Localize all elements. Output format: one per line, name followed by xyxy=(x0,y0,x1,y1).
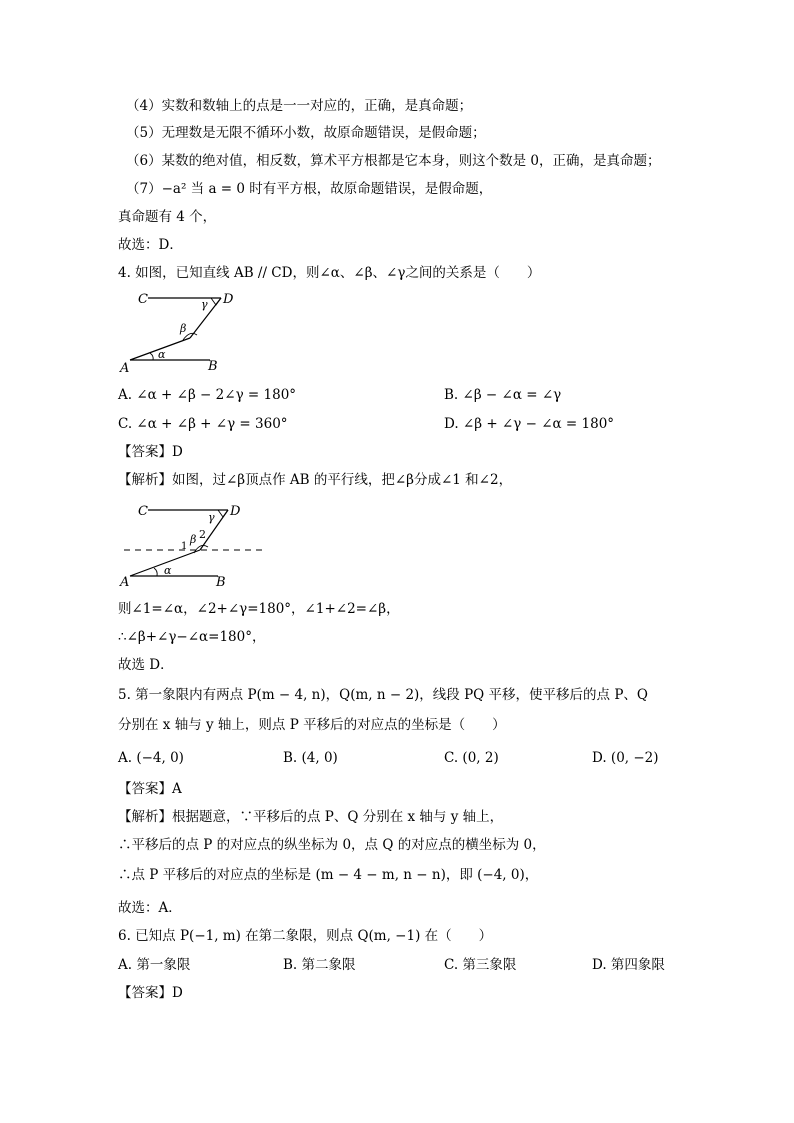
fig-label-beta: β xyxy=(180,322,187,335)
fig2-label-gamma: γ xyxy=(208,511,215,524)
fig-label-C: C xyxy=(138,292,148,307)
statement-7: （7）−a² 当 a = 0 时有平方根，故原命题错误，是假命题， xyxy=(126,181,493,197)
fig-label-A: A xyxy=(120,361,130,374)
fig2-label-alpha: α xyxy=(164,564,172,577)
q5-option-b: B. (4, 0) xyxy=(283,750,338,766)
fig2-label-two: 2 xyxy=(199,528,206,541)
q4-option-d: D. ∠β + ∠γ − ∠α = 180° xyxy=(444,416,615,432)
q5-option-d: D. (0, −2) xyxy=(592,750,659,766)
q6-option-a: A. 第一象限 xyxy=(118,957,191,973)
q5-option-a: A. (−4, 0) xyxy=(118,750,184,766)
true-count: 真命题有 4 个， xyxy=(118,209,217,225)
q4-stem: 4. 如图，已知直线 AB // CD，则∠α、∠β、∠γ之间的关系是（ ） xyxy=(118,265,541,281)
prev-choice: 故选：D． xyxy=(118,237,183,253)
fig2-label-C: C xyxy=(138,504,148,519)
q6-option-c: C. 第三象限 xyxy=(444,957,517,973)
q5-analysis-3: ∴点 P 平移后的对应点的坐标是 (m − 4 − m, n − n)，即 (−4, 0)， xyxy=(118,867,539,883)
q5-choice: 故选：A． xyxy=(118,900,182,916)
q5-stem-line-1: 5. 第一象限内有两点 P(m − 4, n)，Q(m, n − 2)，线段 PQ 平移，使平移后的点 P、Q xyxy=(118,687,648,703)
q5-option-c: C. (0, 2) xyxy=(444,750,499,766)
fig2-label-B: B xyxy=(216,575,226,588)
q4-choice: 故选 D． xyxy=(118,657,174,673)
fig-label-alpha: α xyxy=(158,348,166,361)
fig2-label-beta: β xyxy=(190,533,197,546)
q5-analysis-1: 【解析】根据题意，∵平移后的点 P、Q 分别在 x 轴与 y 轴上， xyxy=(118,809,504,825)
q4-option-c: C. ∠α + ∠β + ∠γ = 360° xyxy=(118,416,288,432)
q5-answer: 【答案】A xyxy=(118,781,182,797)
q4-analysis-figure xyxy=(118,500,268,588)
q4-analysis: 【解析】如图，过∠β顶点作 AB 的平行线，把∠β分成∠1 和∠2， xyxy=(118,472,513,488)
statement-6: （6）某数的绝对值，相反数，算术平方根都是它本身，则这个数是 0，正确，是真命题； xyxy=(126,153,661,169)
q6-option-d: D. 第四象限 xyxy=(592,957,665,973)
q4-option-a: A. ∠α + ∠β − 2∠γ = 180° xyxy=(118,387,297,403)
q5-stem-line-2: 分别在 x 轴与 y 轴上，则点 P 平移后的对应点的坐标是（ ） xyxy=(118,717,506,733)
statement-4: （4）实数和数轴上的点是一一对应的，正确，是真命题； xyxy=(126,98,473,114)
fig-label-B: B xyxy=(208,359,218,374)
fig2-label-A: A xyxy=(120,575,130,588)
q4-step-2: ∴∠β+∠γ−∠α=180°， xyxy=(118,629,266,645)
q4-answer: 【答案】D xyxy=(118,444,183,460)
fig2-label-one: 1 xyxy=(181,541,188,552)
q6-answer: 【答案】D xyxy=(118,985,183,1001)
statement-5: （5）无理数是无限不循环小数，故原命题错误，是假命题； xyxy=(126,125,486,141)
q6-option-b: B. 第二象限 xyxy=(283,957,356,973)
fig-label-gamma: γ xyxy=(201,298,208,311)
fig2-label-D: D xyxy=(230,504,241,519)
q4-option-b: B. ∠β − ∠α = ∠γ xyxy=(444,387,562,403)
q5-analysis-2: ∴平移后的点 P 的对应点的纵坐标为 0，点 Q 的对应点的横坐标为 0， xyxy=(118,837,546,853)
q4-step-1: 则∠1=∠α，∠2+∠γ=180°，∠1+∠2=∠β， xyxy=(118,601,400,617)
q4-figure xyxy=(118,288,248,374)
q6-stem: 6. 已知点 P(−1, m) 在第二象限，则点 Q(m, −1) 在（ ） xyxy=(118,928,493,944)
fig-label-D: D xyxy=(223,292,234,307)
